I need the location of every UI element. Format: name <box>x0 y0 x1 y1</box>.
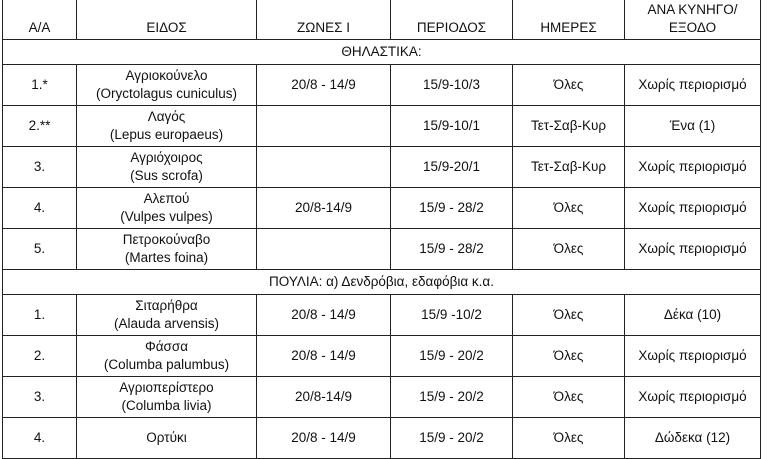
species-latin: (Lepus europaeus) <box>109 127 224 142</box>
zones-cell: 20/8-14/9 <box>257 188 391 229</box>
species-latin: (Vulpes vulpes) <box>120 209 213 224</box>
species-cell <box>77 377 257 418</box>
row-index: 4. <box>3 188 77 229</box>
zones-cell: 20/8 - 14/9 <box>257 295 391 336</box>
period-cell: 15/9-10/3 <box>391 65 513 106</box>
species-cell <box>77 65 257 106</box>
days-cell: Τετ-Σαβ-Κυρ <box>513 147 625 188</box>
days-cell: Όλες <box>513 377 625 418</box>
limit-cell: Ένα (1) <box>625 106 761 147</box>
species-cell <box>77 147 257 188</box>
header-days: ΗΜΕΡΕΣ <box>513 0 625 40</box>
row-index: 4. <box>3 418 77 459</box>
species-cell <box>77 229 257 270</box>
species-name: Φάσσα <box>144 339 189 354</box>
species-cell <box>77 188 257 229</box>
section-title-mammals: ΘΗΛΑΣΤΙΚΑ: <box>3 40 761 65</box>
row-index: 1. <box>3 295 77 336</box>
days-cell: Όλες <box>513 336 625 377</box>
period-cell: 15/9 - 20/2 <box>391 377 513 418</box>
species-name: Πετροκούναβο <box>122 232 211 247</box>
species-latin: (Sus scrofa) <box>130 168 203 183</box>
table-row <box>3 336 761 377</box>
row-index: 2. <box>3 336 77 377</box>
species-latin: (Martes foina) <box>124 250 209 265</box>
species-name: Αγριοπερίστερο <box>119 380 214 395</box>
period-cell: 15/9 - 20/2 <box>391 336 513 377</box>
period-cell: 15/9 - 28/2 <box>391 188 513 229</box>
table-row <box>3 295 761 336</box>
table-row <box>3 147 761 188</box>
section-title-birds: ΠΟΥΛΙΑ: α) Δενδρόβια, εδαφόβια κ.α. <box>3 270 761 295</box>
limit-cell: Χωρίς περιορισμό <box>625 65 761 106</box>
zones-cell <box>257 147 391 188</box>
section-row-birds <box>3 270 761 295</box>
table-row <box>3 377 761 418</box>
species-name: Σιταρήθρα <box>135 298 198 313</box>
row-index: 5. <box>3 229 77 270</box>
hunting-regulations-sheet <box>2 0 760 459</box>
period-cell: 15/9 -10/2 <box>391 295 513 336</box>
days-cell: Όλες <box>513 65 625 106</box>
species-latin: (Columba palumbus) <box>103 357 230 372</box>
header-period: ΠΕΡΙΟΔΟΣ <box>391 0 513 40</box>
limit-cell: Χωρίς περιορισμό <box>625 147 761 188</box>
table-row <box>3 106 761 147</box>
species-latin: (Alauda arvensis) <box>113 316 220 331</box>
species-cell <box>77 106 257 147</box>
species-name: Ορτύκι <box>146 430 187 445</box>
species-cell <box>77 295 257 336</box>
days-cell: Όλες <box>513 188 625 229</box>
header-species: ΕΙΔΟΣ <box>77 0 257 40</box>
species-name: Λαγός <box>147 109 186 124</box>
header-row <box>3 0 761 40</box>
species-cell <box>77 336 257 377</box>
limit-cell: Δώδεκα (12) <box>625 418 761 459</box>
period-cell: 15/9-20/1 <box>391 147 513 188</box>
zones-cell: 20/8-14/9 <box>257 377 391 418</box>
days-cell: Όλες <box>513 229 625 270</box>
row-index: 3. <box>3 377 77 418</box>
days-cell: Τετ-Σαβ-Κυρ <box>513 106 625 147</box>
species-name: Αγριόχοιρος <box>130 150 203 165</box>
header-limit-line2: ΑΝΑ ΚΥΝΗΓΟ/ΕΞΟΔΟ <box>647 2 738 35</box>
limit-cell: Χωρίς περιορισμό <box>625 336 761 377</box>
row-index: 1.* <box>3 65 77 106</box>
hunting-seasons-table <box>2 0 761 459</box>
table-row <box>3 229 761 270</box>
species-name: Αλεπού <box>143 191 190 206</box>
species-latin: (Columba livia) <box>121 398 212 413</box>
zones-cell: 20/8 - 14/9 <box>257 65 391 106</box>
header-limit <box>625 0 761 40</box>
species-name: Αγριοκούνελο <box>125 68 208 83</box>
row-index: 2.** <box>3 106 77 147</box>
section-row-mammals <box>3 40 761 65</box>
zones-cell <box>257 106 391 147</box>
period-cell: 15/9 - 20/2 <box>391 418 513 459</box>
table-row <box>3 65 761 106</box>
zones-cell: 20/8 - 14/9 <box>257 336 391 377</box>
row-index: 3. <box>3 147 77 188</box>
header-zones: ΖΩΝΕΣ Ι <box>257 0 391 40</box>
species-latin: (Oryctolagus cuniculus) <box>95 86 238 101</box>
days-cell: Όλες <box>513 295 625 336</box>
days-cell: Όλες <box>513 418 625 459</box>
header-index: Α/Α <box>3 0 77 40</box>
period-cell: 15/9-10/1 <box>391 106 513 147</box>
table-row <box>3 188 761 229</box>
limit-cell: Δέκα (10) <box>625 295 761 336</box>
zones-cell: 20/8 - 14/9 <box>257 418 391 459</box>
limit-cell: Χωρίς περιορισμό <box>625 377 761 418</box>
limit-cell: Χωρίς περιορισμό <box>625 229 761 270</box>
period-cell: 15/9 - 28/2 <box>391 229 513 270</box>
zones-cell <box>257 229 391 270</box>
limit-cell: Χωρίς περιορισμό <box>625 188 761 229</box>
